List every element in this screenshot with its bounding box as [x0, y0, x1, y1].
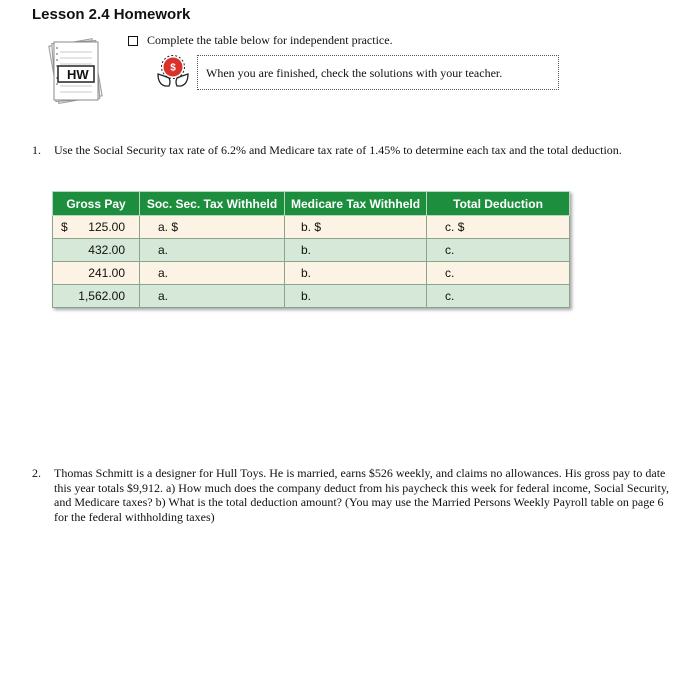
table-row	[53, 239, 570, 262]
teacher-check-icon	[155, 54, 191, 90]
medicare-cell[interactable]: b.	[285, 262, 427, 285]
question-text: Use the Social Security tax rate of 6.2% and Medicare tax rate of 1.45% to determine each tax and the total deduction.	[54, 143, 622, 157]
medicare-cell[interactable]: b. $	[285, 216, 427, 239]
gross-pay-value: 125.00	[88, 220, 125, 234]
gross-pay-cell	[53, 285, 140, 308]
gross-pay-cell	[53, 216, 140, 239]
hw-label: HW	[67, 67, 89, 82]
header-medicare: Medicare Tax Withheld	[285, 192, 427, 216]
table-header-row	[53, 192, 570, 216]
tax-table	[52, 191, 570, 308]
gross-pay-value: 1,562.00	[78, 289, 125, 303]
page-title: Lesson 2.4 Homework	[32, 6, 191, 23]
svg-text:$: $	[170, 62, 176, 74]
medicare-cell[interactable]: b.	[285, 239, 427, 262]
medicare-cell[interactable]: b.	[285, 285, 427, 308]
instruction-row	[128, 33, 393, 48]
question-text: Thomas Schmitt is a designer for Hull Toys. He is married, earns $526 weekly, and claims no allowances. His gross pay to date this year totals $9,912. a) How much does the company deduct from his paycheck this week for federal income, Social Security, and Medicare taxes? b) What is the total deduction amount? (You may use the Married Persons Weekly Payroll table on page 6 for the federal withholding taxes)	[54, 466, 670, 524]
total-deduction-cell[interactable]: c. $	[427, 216, 570, 239]
currency-symbol: $	[61, 220, 68, 234]
gross-pay-cell	[53, 262, 140, 285]
instruction-text: Complete the table below for independent practice.	[147, 33, 393, 47]
header-soc-sec: Soc. Sec. Tax Withheld	[140, 192, 285, 216]
gross-pay-cell	[53, 239, 140, 262]
soc-sec-cell[interactable]: a.	[140, 262, 285, 285]
soc-sec-cell[interactable]: a.	[140, 239, 285, 262]
checkbox[interactable]	[128, 36, 138, 46]
gross-pay-value: 432.00	[88, 243, 125, 257]
table-row	[53, 285, 570, 308]
question-number: 2.	[32, 466, 41, 480]
note-box: When you are finished, check the solutions with your teacher.	[197, 55, 559, 90]
header-gross-pay: Gross Pay	[53, 192, 140, 216]
total-deduction-cell[interactable]: c.	[427, 285, 570, 308]
question-number: 1.	[32, 143, 41, 157]
soc-sec-cell[interactable]: a. $	[140, 216, 285, 239]
table-row	[53, 216, 570, 239]
soc-sec-cell[interactable]: a.	[140, 285, 285, 308]
total-deduction-cell[interactable]: c.	[427, 262, 570, 285]
table-row	[53, 262, 570, 285]
header-total-deduction: Total Deduction	[427, 192, 570, 216]
gross-pay-value: 241.00	[88, 266, 125, 280]
total-deduction-cell[interactable]: c.	[427, 239, 570, 262]
